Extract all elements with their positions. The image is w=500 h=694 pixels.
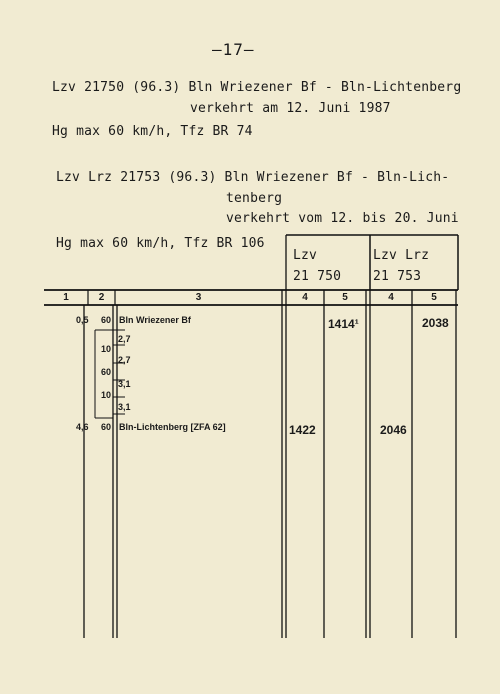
train-a-type: Lzv — [293, 248, 318, 263]
segment-1-length: 2,7 — [118, 334, 131, 344]
train-b-number: 21 753 — [373, 269, 422, 284]
start-departure-21750: 1414¹ — [328, 317, 359, 331]
start-speed: 60 — [101, 315, 112, 325]
start-km: 0,5 — [76, 315, 89, 325]
col-header-5a: 5 — [342, 292, 348, 303]
end-speed: 60 — [101, 422, 112, 432]
train-b-type: Lzv Lrz — [373, 248, 430, 263]
col-header-4b: 4 — [388, 292, 394, 303]
table-caption: Hg max 60 km/h, Tfz BR 106 — [56, 236, 265, 251]
end-station: Bln-Lichtenberg [ZFA 62] — [119, 422, 226, 432]
col-header-1: 1 — [63, 292, 69, 303]
train-21750-validity: verkehrt am 12. Juni 1987 — [190, 101, 391, 116]
end-arrival-21750: 1422 — [289, 423, 316, 437]
col-header-5b: 5 — [431, 292, 437, 303]
segment-2-length: 2,7 — [118, 355, 131, 365]
segment-1-speed: 10 — [101, 344, 112, 354]
segment-3-speed: 10 — [101, 390, 112, 400]
segment-2-speed: 60 — [101, 367, 112, 377]
col-header-3: 3 — [195, 292, 202, 303]
segment-4-length: 3,1 — [118, 402, 131, 412]
train-21753-route: Lzv Lrz 21753 (96.3) Bln Wriezener Bf - Bln-Lich- — [56, 170, 450, 185]
train-21753-validity: verkehrt vom 12. bis 20. Juni — [226, 211, 459, 226]
train-21750-speed-loco: Hg max 60 km/h, Tfz BR 74 — [52, 124, 253, 139]
train-a-number: 21 750 — [293, 269, 342, 284]
segment-3-length: 3,1 — [118, 379, 131, 389]
end-km: 4,6 — [76, 422, 89, 432]
start-station: Bln Wriezener Bf — [119, 315, 191, 325]
train-21750-route: Lzv 21750 (96.3) Bln Wriezener Bf - Bln-Lichtenberg — [52, 80, 462, 95]
col-header-4a: 4 — [302, 292, 308, 303]
page-number: —17— — [212, 40, 255, 59]
col-header-2: 2 — [98, 292, 105, 303]
start-departure-21753: 2038 — [422, 316, 449, 330]
end-arrival-21753: 2046 — [380, 423, 407, 437]
train-21753-route-cont: tenberg — [226, 191, 283, 206]
